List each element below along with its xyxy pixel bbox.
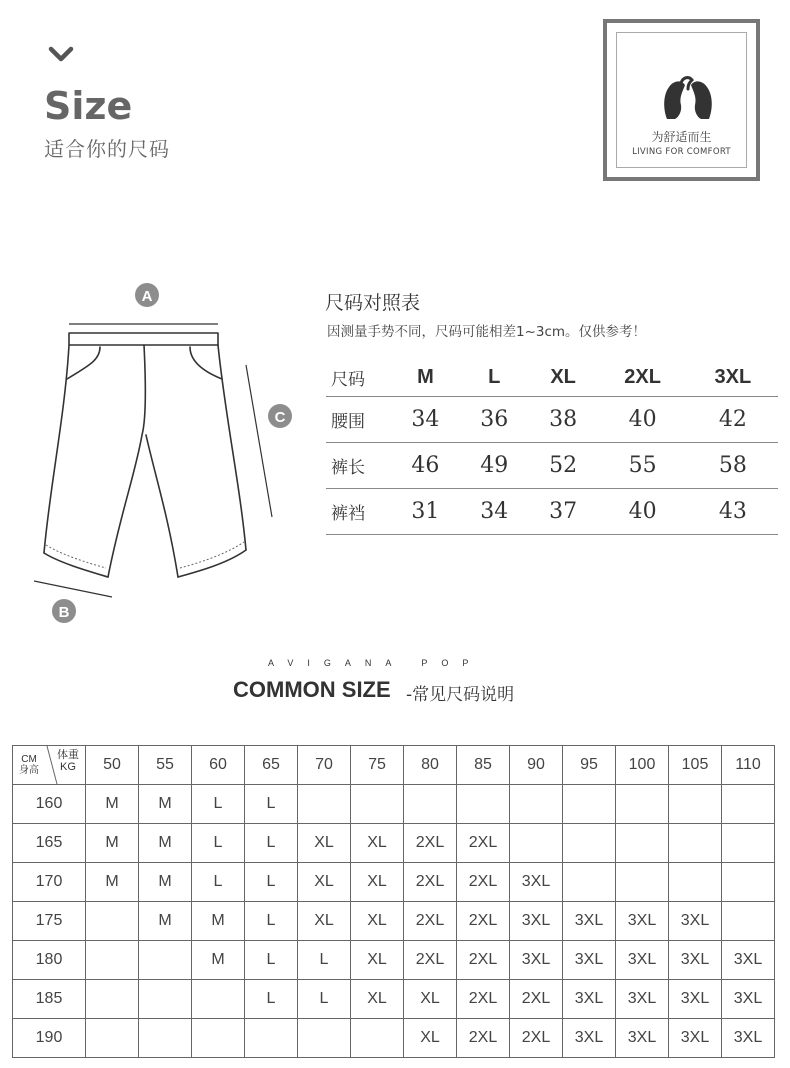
size-cell: 3XL <box>563 980 616 1019</box>
size-cell: 2XL <box>457 902 510 941</box>
size-cell: L <box>245 902 298 941</box>
size-cell: M <box>139 824 192 863</box>
height-row-header: 165 <box>13 824 86 863</box>
weight-header-cell: 80 <box>404 746 457 785</box>
size-chart-row-waist <box>326 397 778 443</box>
size-cell: L <box>245 824 298 863</box>
table-row <box>13 980 775 1019</box>
table-row <box>13 941 775 980</box>
size-cell: L <box>192 863 245 902</box>
size-chart-note: 因测量手势不同，尺码可能相差1~3cm。仅供参考！ <box>327 324 647 340</box>
size-cell: XL <box>351 824 404 863</box>
measure-line-b <box>34 581 112 597</box>
size-cell <box>457 785 510 824</box>
size-cell: 3XL <box>669 902 722 941</box>
size-cell: M <box>86 863 139 902</box>
table-cell: 34 <box>460 489 529 535</box>
brand-logo <box>603 19 760 181</box>
size-cell: 2XL <box>457 980 510 1019</box>
weight-header-cell: 95 <box>563 746 616 785</box>
size-cell <box>86 1019 139 1058</box>
size-cell <box>351 1019 404 1058</box>
weight-header-row <box>13 746 775 785</box>
size-cell <box>616 785 669 824</box>
size-cell: M <box>139 785 192 824</box>
size-cell <box>669 785 722 824</box>
table-cell: 49 <box>460 443 529 489</box>
logo-slogan-cn: 为舒适而生 <box>651 130 712 144</box>
size-cell <box>669 863 722 902</box>
size-cell: 2XL <box>510 1019 563 1058</box>
weight-header-cell: 50 <box>86 746 139 785</box>
height-row-header: 190 <box>13 1019 86 1058</box>
size-cell <box>404 785 457 824</box>
size-cell: 2XL <box>404 863 457 902</box>
table-cell: 34 <box>391 397 460 443</box>
size-cell: 3XL <box>563 941 616 980</box>
size-cell: M <box>192 941 245 980</box>
size-cell: L <box>298 941 351 980</box>
size-cell: 3XL <box>669 941 722 980</box>
row-label: 裤裆 <box>326 489 391 535</box>
size-cell <box>298 785 351 824</box>
table-cell: 52 <box>529 443 598 489</box>
height-row-header: 180 <box>13 941 86 980</box>
brand-wordmark: AVIGANA POP <box>268 658 483 668</box>
size-cell: 2XL <box>457 824 510 863</box>
size-cell <box>510 824 563 863</box>
table-row <box>13 785 775 824</box>
size-cell: 2XL <box>457 1019 510 1058</box>
size-cell <box>563 863 616 902</box>
size-cell <box>669 824 722 863</box>
weight-header-cell: 75 <box>351 746 404 785</box>
size-cell <box>298 1019 351 1058</box>
table-cell: 40 <box>598 397 688 443</box>
size-cell: M <box>86 785 139 824</box>
common-size-subtitle: -常见尺码说明 <box>406 685 515 705</box>
size-cell: 3XL <box>669 980 722 1019</box>
label-c: C <box>274 409 286 426</box>
height-row-header: 185 <box>13 980 86 1019</box>
size-cell: 3XL <box>616 980 669 1019</box>
size-header-cell: 2XL <box>598 358 688 397</box>
size-cell: L <box>245 785 298 824</box>
size-cell <box>722 785 775 824</box>
size-cell: XL <box>351 980 404 1019</box>
size-header-cell: 3XL <box>688 358 778 397</box>
size-cell: 3XL <box>510 863 563 902</box>
size-cell: 3XL <box>669 1019 722 1058</box>
size-cell: 3XL <box>616 941 669 980</box>
height-row-header: 170 <box>13 863 86 902</box>
size-cell: 2XL <box>404 941 457 980</box>
label-b: B <box>58 604 70 621</box>
size-cell: L <box>192 785 245 824</box>
table-row <box>13 863 775 902</box>
size-cell: M <box>139 863 192 902</box>
table-cell: 42 <box>688 397 778 443</box>
common-size-table <box>12 745 775 1058</box>
size-cell <box>722 824 775 863</box>
size-cell <box>86 941 139 980</box>
size-cell: XL <box>351 863 404 902</box>
size-cell: 2XL <box>404 824 457 863</box>
size-cell: L <box>298 980 351 1019</box>
size-cell: 3XL <box>722 1019 775 1058</box>
height-row-header: 175 <box>13 902 86 941</box>
size-cell: 2XL <box>404 902 457 941</box>
size-cell <box>139 941 192 980</box>
label-a-badge <box>135 283 159 307</box>
size-header-label: 尺码 <box>326 358 391 397</box>
size-cell <box>139 1019 192 1058</box>
table-row <box>13 902 775 941</box>
size-cell: 3XL <box>722 980 775 1019</box>
weight-header-cell: 85 <box>457 746 510 785</box>
size-cell <box>563 785 616 824</box>
size-cell: M <box>139 902 192 941</box>
measure-line-c <box>246 365 272 517</box>
size-cell: 3XL <box>722 941 775 980</box>
common-size-title: COMMON SIZE <box>233 677 391 702</box>
size-cell <box>616 863 669 902</box>
size-cell: 2XL <box>510 980 563 1019</box>
size-cell: 3XL <box>510 941 563 980</box>
row-label: 裤长 <box>326 443 391 489</box>
size-cell: 3XL <box>616 1019 669 1058</box>
table-cell: 40 <box>598 489 688 535</box>
size-cell: XL <box>298 902 351 941</box>
size-chart-row-length <box>326 443 778 489</box>
size-cell: M <box>86 824 139 863</box>
size-cell <box>86 902 139 941</box>
label-c-badge <box>268 404 292 428</box>
weight-header-cell: 105 <box>669 746 722 785</box>
shorts-measurement-diagram <box>20 275 310 635</box>
size-cell: 3XL <box>510 902 563 941</box>
label-b-badge <box>52 599 76 623</box>
table-cell: 37 <box>529 489 598 535</box>
size-cell <box>351 785 404 824</box>
size-chart-table <box>326 358 778 535</box>
corner-weight-label: 体重 KG <box>57 749 79 773</box>
size-cell <box>616 824 669 863</box>
size-cell <box>192 1019 245 1058</box>
size-header-cell: XL <box>529 358 598 397</box>
table-cell: 36 <box>460 397 529 443</box>
size-cell <box>722 863 775 902</box>
table-row <box>13 824 775 863</box>
size-cell <box>139 980 192 1019</box>
size-cell: XL <box>404 1019 457 1058</box>
size-cell: XL <box>298 824 351 863</box>
table-cell: 38 <box>529 397 598 443</box>
size-cell: L <box>245 941 298 980</box>
page-subtitle: 适合你的尺码 <box>44 137 170 161</box>
size-cell: 3XL <box>616 902 669 941</box>
weight-header-cell: 55 <box>139 746 192 785</box>
size-cell <box>563 824 616 863</box>
size-cell: 3XL <box>563 1019 616 1058</box>
hem-stitching <box>46 542 244 568</box>
size-cell <box>722 902 775 941</box>
weight-header-cell: 100 <box>616 746 669 785</box>
size-cell: XL <box>351 902 404 941</box>
weight-header-cell: 60 <box>192 746 245 785</box>
weight-header-cell: 65 <box>245 746 298 785</box>
size-cell <box>192 980 245 1019</box>
shorts-outline <box>44 333 246 577</box>
table-row <box>13 1019 775 1058</box>
size-cell <box>86 980 139 1019</box>
size-cell: 3XL <box>563 902 616 941</box>
table-cell: 55 <box>598 443 688 489</box>
size-cell: XL <box>351 941 404 980</box>
size-cell: 2XL <box>457 863 510 902</box>
size-header-cell: L <box>460 358 529 397</box>
size-chart-row-crotch <box>326 489 778 535</box>
height-row-header: 160 <box>13 785 86 824</box>
page-title: Size <box>44 84 133 128</box>
size-cell: L <box>192 824 245 863</box>
table-cell: 46 <box>391 443 460 489</box>
logo-slogan-en: LIVING FOR COMFORT <box>632 147 731 157</box>
size-cell: 2XL <box>457 941 510 980</box>
weight-header-cell: 110 <box>722 746 775 785</box>
table-cell: 43 <box>688 489 778 535</box>
row-label: 腰围 <box>326 397 391 443</box>
table-cell: 31 <box>391 489 460 535</box>
size-cell: L <box>245 863 298 902</box>
table-cell: 58 <box>688 443 778 489</box>
size-cell: XL <box>404 980 457 1019</box>
label-a: A <box>141 288 153 305</box>
chevron-down-icon <box>48 44 74 66</box>
size-cell: M <box>192 902 245 941</box>
weight-header-cell: 90 <box>510 746 563 785</box>
weight-header-cell: 70 <box>298 746 351 785</box>
size-header-cell: M <box>391 358 460 397</box>
size-cell: XL <box>298 863 351 902</box>
size-cell <box>510 785 563 824</box>
size-chart-title: 尺码对照表 <box>325 292 421 314</box>
corner-cell <box>13 746 86 785</box>
elephant-logo-icon <box>659 75 717 121</box>
size-cell: L <box>245 980 298 1019</box>
size-cell <box>245 1019 298 1058</box>
size-chart-header-row <box>326 358 778 397</box>
corner-height-label: CM 身高 <box>19 754 39 776</box>
